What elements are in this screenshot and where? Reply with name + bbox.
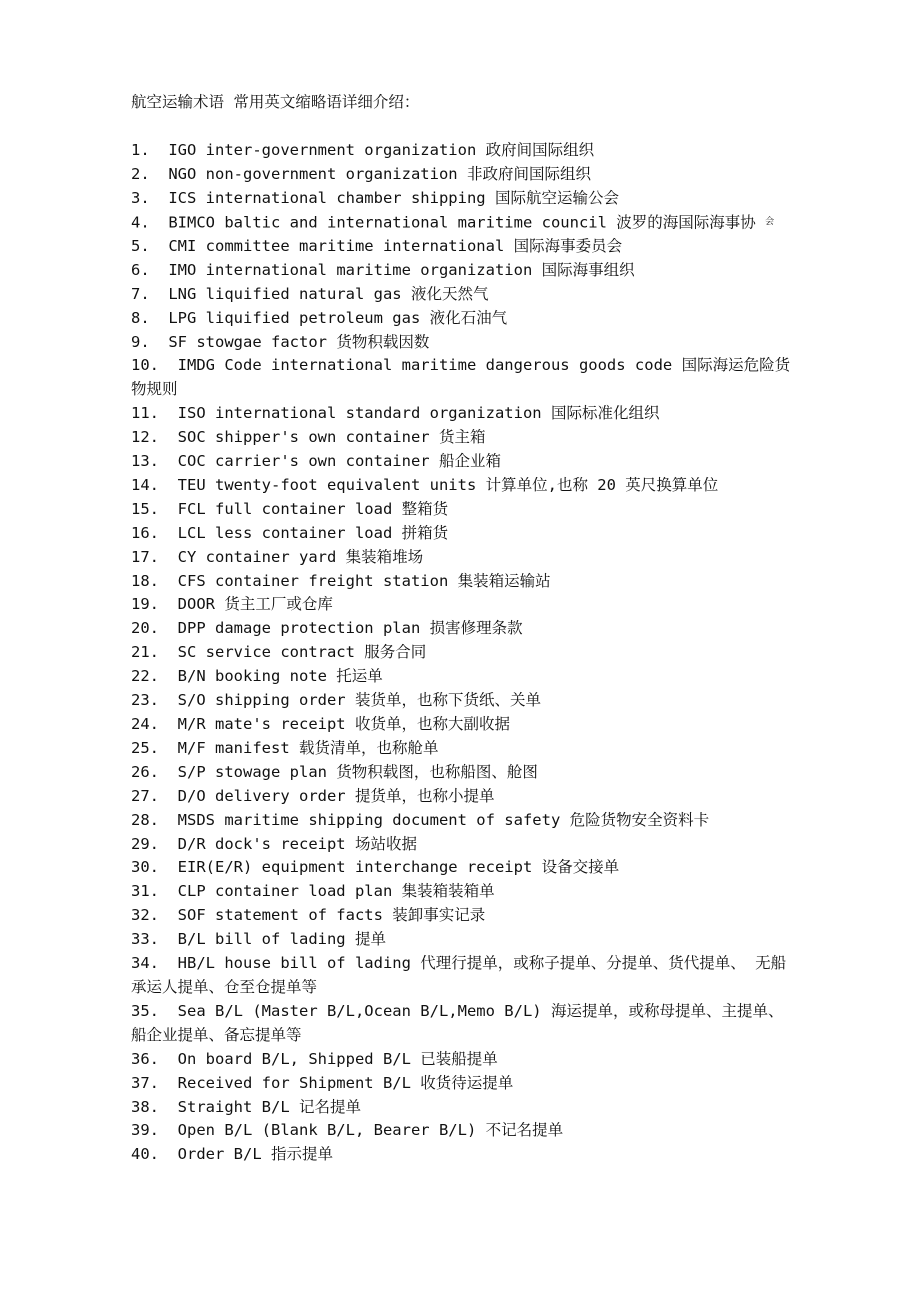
item-text: B/N booking note 托运单 bbox=[177, 667, 383, 686]
item-number: 22. bbox=[131, 667, 159, 686]
list-item bbox=[131, 402, 791, 426]
item-number: 9. bbox=[131, 332, 150, 351]
item-number: 2. bbox=[131, 164, 150, 183]
list-item bbox=[131, 187, 791, 211]
list-item bbox=[131, 761, 791, 785]
item-text: DPP damage protection plan 损害修理条款 bbox=[177, 619, 523, 638]
item-number: 30. bbox=[131, 858, 159, 877]
item-number: 36. bbox=[131, 1049, 159, 1068]
item-text: SF stowgae factor 货物积载因数 bbox=[168, 332, 430, 351]
item-text: TEU twenty-foot equivalent units 计算单位,也称 20 英尺换算单位 bbox=[177, 475, 719, 494]
item-text: CFS container freight station 集装箱运输站 bbox=[177, 571, 551, 590]
list-item bbox=[131, 1119, 791, 1143]
item-text: Order B/L 指示提单 bbox=[177, 1145, 333, 1164]
list-item bbox=[131, 785, 791, 809]
item-number: 19. bbox=[131, 595, 159, 614]
item-text: D/O delivery order 提货单，也称小提单 bbox=[177, 786, 495, 805]
item-number: 21. bbox=[131, 643, 159, 662]
item-number: 28. bbox=[131, 810, 159, 829]
list-item bbox=[131, 833, 791, 857]
item-number: 15. bbox=[131, 499, 159, 518]
document-page bbox=[131, 91, 791, 1167]
item-number: 33. bbox=[131, 930, 159, 949]
item-text: Straight B/L 记名提单 bbox=[177, 1097, 361, 1116]
item-text: EIR(E/R) equipment interchange receipt 设备交接单 bbox=[177, 858, 620, 877]
item-text: Received for Shipment B/L 收货待运提单 bbox=[177, 1073, 514, 1092]
list-item bbox=[131, 1143, 791, 1167]
item-text: Sea B/L (Master B/L,Ocean B/L,Memo B/L) 海运提单，或称母提单、主提单、船企业提单、备忘提单等 bbox=[131, 1001, 784, 1044]
item-number: 10. bbox=[131, 356, 159, 375]
item-text: IMO international maritime organization 国际海事组织 bbox=[168, 260, 635, 279]
item-text-tail: 会 bbox=[765, 216, 775, 227]
item-text: IGO inter-government organization 政府间国际组织 bbox=[168, 140, 595, 159]
item-number: 12. bbox=[131, 428, 159, 447]
item-text: MSDS maritime shipping document of safety 危险货物安全资料卡 bbox=[177, 810, 710, 829]
item-text: SOF statement of facts 装卸事实记录 bbox=[177, 906, 486, 925]
list-item bbox=[131, 856, 791, 880]
list-item bbox=[131, 952, 791, 1000]
item-number: 29. bbox=[131, 834, 159, 853]
list-item bbox=[131, 713, 791, 737]
item-number: 18. bbox=[131, 571, 159, 590]
list-item bbox=[131, 880, 791, 904]
item-number: 37. bbox=[131, 1073, 159, 1092]
item-text: Open B/L (Blank B/L, Bearer B/L) 不记名提单 bbox=[177, 1121, 564, 1140]
list-item bbox=[131, 259, 791, 283]
item-text: S/O shipping order 装货单，也称下货纸、关单 bbox=[177, 691, 541, 710]
item-number: 4. bbox=[131, 212, 150, 231]
item-number: 17. bbox=[131, 547, 159, 566]
item-number: 31. bbox=[131, 882, 159, 901]
item-number: 6. bbox=[131, 260, 150, 279]
item-text: COC carrier's own container 船企业箱 bbox=[177, 452, 501, 471]
list-item bbox=[131, 617, 791, 641]
item-number: 26. bbox=[131, 762, 159, 781]
item-number: 11. bbox=[131, 404, 159, 423]
list-item bbox=[131, 1000, 791, 1048]
list-item bbox=[131, 474, 791, 498]
item-number: 20. bbox=[131, 619, 159, 638]
item-text: ISO international standard organization 国际标准化组织 bbox=[177, 404, 660, 423]
list-item bbox=[131, 139, 791, 163]
item-text: M/F manifest 载货清单，也称舱单 bbox=[177, 738, 439, 757]
item-text: CMI committee maritime international 国际海事委员会 bbox=[168, 236, 623, 255]
list-item bbox=[131, 498, 791, 522]
item-text: ICS international chamber shipping 国际航空运输公会 bbox=[168, 188, 619, 207]
document-title: 航空运输术语 常用英文缩略语详细介绍： bbox=[131, 93, 420, 111]
list-item bbox=[131, 904, 791, 928]
list-item bbox=[131, 235, 791, 259]
list-item bbox=[131, 1048, 791, 1072]
item-text: FCL full container load 整箱货 bbox=[177, 499, 449, 518]
item-number: 8. bbox=[131, 308, 150, 327]
list-item bbox=[131, 593, 791, 617]
list-item bbox=[131, 641, 791, 665]
list-item bbox=[131, 211, 791, 235]
list-item bbox=[131, 689, 791, 713]
list-item bbox=[131, 570, 791, 594]
item-text: On board B/L, Shipped B/L 已装船提单 bbox=[177, 1049, 498, 1068]
list-item bbox=[131, 665, 791, 689]
item-text: LNG liquified natural gas 液化天然气 bbox=[168, 284, 489, 303]
item-number: 7. bbox=[131, 284, 150, 303]
item-text: B/L bill of lading 提单 bbox=[177, 930, 386, 949]
item-number: 13. bbox=[131, 452, 159, 471]
item-text: IMDG Code international maritime dangerous goods code 国际海运危险货物规则 bbox=[131, 356, 791, 399]
list-item bbox=[131, 163, 791, 187]
item-text: S/P stowage plan 货物积载图，也称船图、舱图 bbox=[177, 762, 538, 781]
item-number: 34. bbox=[131, 954, 159, 973]
item-number: 25. bbox=[131, 738, 159, 757]
list-item bbox=[131, 1096, 791, 1120]
item-number: 39. bbox=[131, 1121, 159, 1140]
item-number: 3. bbox=[131, 188, 150, 207]
item-number: 5. bbox=[131, 236, 150, 255]
list-item bbox=[131, 450, 791, 474]
item-number: 40. bbox=[131, 1145, 159, 1164]
item-text: HB/L house bill of lading 代理行提单，或称子提单、分提单、货代提单、 无船承运人提单、仓至仓提单等 bbox=[131, 954, 787, 996]
item-text: BIMCO baltic and international maritime council 波罗的海国际海事协 bbox=[168, 212, 756, 231]
list-item bbox=[131, 307, 791, 331]
item-text: LPG liquified petroleum gas 液化石油气 bbox=[168, 308, 508, 327]
list-item bbox=[131, 283, 791, 307]
item-text: DOOR 货主工厂或仓库 bbox=[177, 595, 333, 614]
list-item bbox=[131, 546, 791, 570]
item-number: 35. bbox=[131, 1001, 159, 1020]
item-number: 16. bbox=[131, 523, 159, 542]
item-number: 27. bbox=[131, 786, 159, 805]
list-item bbox=[131, 426, 791, 450]
item-number: 32. bbox=[131, 906, 159, 925]
list-item bbox=[131, 1072, 791, 1096]
item-text: CLP container load plan 集装箱装箱单 bbox=[177, 882, 495, 901]
item-text: M/R mate's receipt 收货单，也称大副收据 bbox=[177, 715, 510, 733]
list-item bbox=[131, 928, 791, 952]
item-text: SOC shipper's own container 货主箱 bbox=[177, 428, 486, 447]
item-number: 24. bbox=[131, 715, 159, 733]
item-number: 14. bbox=[131, 475, 159, 494]
list-item bbox=[131, 737, 791, 761]
item-number: 1. bbox=[131, 140, 150, 159]
item-text: NGO non-government organization 非政府间国际组织 bbox=[168, 164, 591, 183]
item-text: CY container yard 集装箱堆场 bbox=[177, 547, 424, 566]
term-list bbox=[131, 139, 791, 1167]
list-item bbox=[131, 354, 791, 402]
item-number: 38. bbox=[131, 1097, 159, 1116]
list-item bbox=[131, 522, 791, 546]
item-text: SC service contract 服务合同 bbox=[177, 643, 427, 662]
item-text: D/R dock's receipt 场站收据 bbox=[177, 834, 417, 853]
item-number: 23. bbox=[131, 691, 159, 710]
list-item bbox=[131, 331, 791, 355]
list-item bbox=[131, 809, 791, 833]
item-text: LCL less container load 拼箱货 bbox=[177, 523, 449, 542]
